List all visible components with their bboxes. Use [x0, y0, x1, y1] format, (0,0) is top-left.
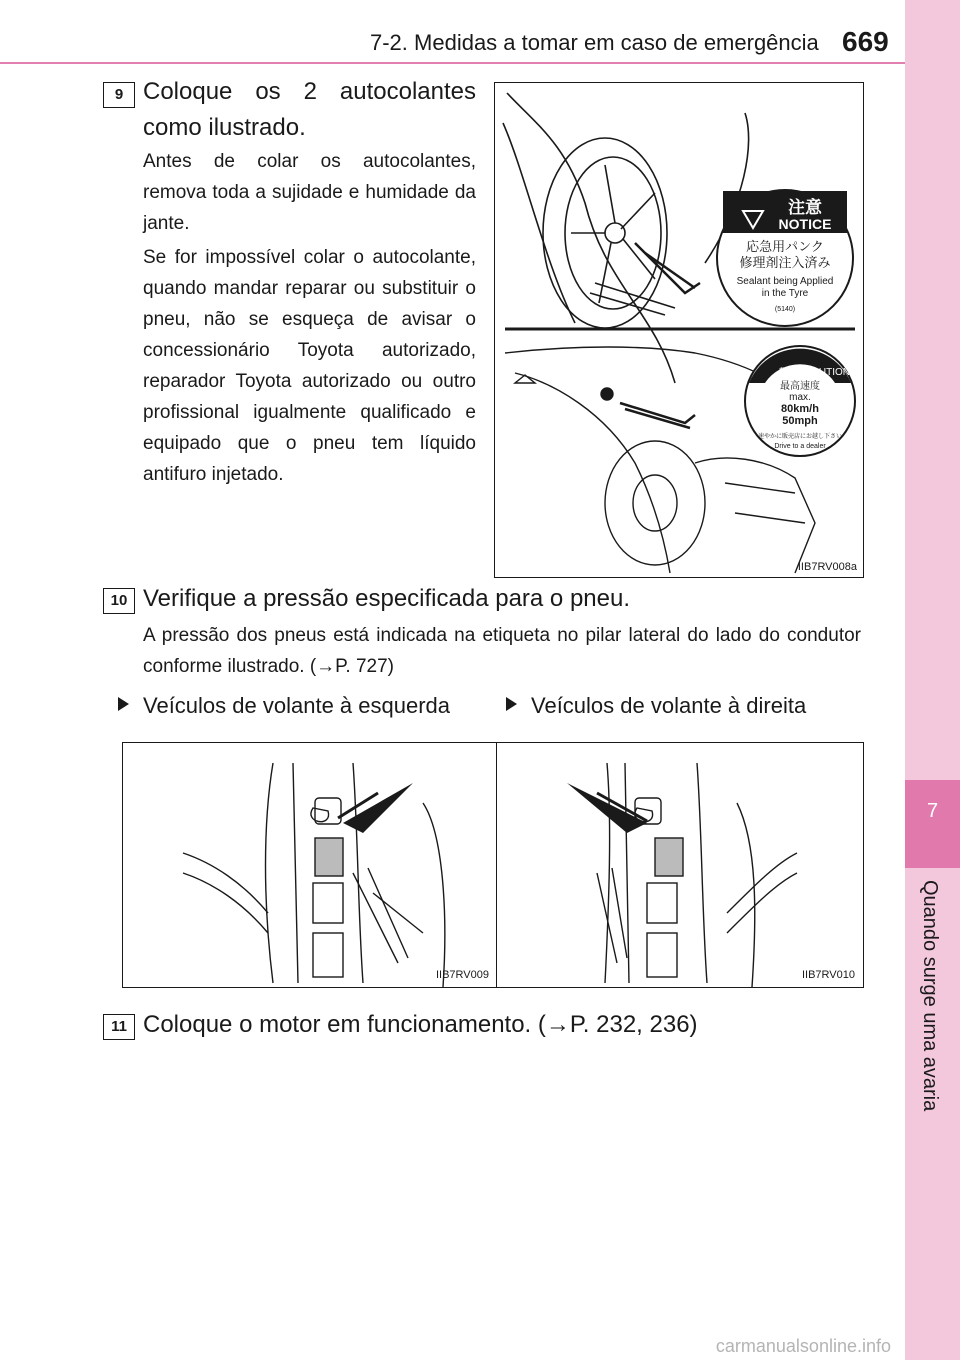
step-9-title: Coloque os 2 autocolantes como ilustrado.: [143, 78, 476, 141]
caution-kmh: 80km/h: [781, 403, 819, 415]
side-chapter-box: [905, 780, 960, 868]
notice-en-line1: Sealant being Applied: [736, 276, 834, 287]
caution-sticker: [745, 346, 855, 456]
pillar-label-right-illustration: [497, 743, 863, 987]
triangle-bullet-icon: [506, 697, 517, 711]
notice-code: (5140): [774, 306, 796, 313]
right-figure-code: IIB7RV010: [801, 969, 855, 981]
step-10-para-1: A pressão dos pneus está indicada na etiqueta no pilar lateral do lado do condutor conforme ilustrado. (→P. 727): [143, 625, 861, 677]
watermark: carmanualsonline.info: [715, 1336, 891, 1356]
notice-jp-line2: 修理剤注入済み: [739, 255, 831, 270]
notice-jp-header: 注意: [788, 198, 822, 217]
step-9-figure-code: IIB7RV008a: [797, 561, 857, 573]
caution-en-header: CAUTION: [805, 367, 850, 378]
right-drive-figure: [496, 742, 864, 988]
left-hand-drive-heading: [118, 693, 450, 719]
notice-en-header: NOTICE: [778, 216, 832, 232]
left-figure-code: IIB7RV009: [435, 969, 489, 981]
step-11-title: Coloque o motor em funcionamento. (→P. 232, 236): [143, 1011, 698, 1038]
caution-max: max.: [789, 392, 811, 403]
sticker-placement-illustration: [495, 83, 863, 577]
side-chapter-number: 7: [926, 800, 939, 822]
notice-en-line2: in the Tyre: [761, 288, 809, 299]
header-rule: [0, 62, 905, 64]
left-drive-figure: [122, 742, 498, 988]
triangle-bullet-icon: [118, 697, 129, 711]
right-hand-drive-heading: [506, 693, 806, 719]
pillar-label-left-illustration: [123, 743, 497, 987]
caution-jp-header: 警告: [779, 368, 801, 380]
caution-jp-speed: 最高速度: [780, 381, 820, 392]
step-10-badge: 10: [103, 588, 135, 614]
section-title: 7-2. Medidas a tomar em caso de emergência: [370, 30, 819, 55]
step-11-badge: 11: [103, 1014, 135, 1040]
step-10-title: Verifique a pressão especificada para o pneu.: [143, 585, 630, 612]
left-hand-drive-label: Veículos de volante à esquerda: [143, 693, 451, 718]
caution-en-dealer: Drive to a dealer: [774, 443, 826, 450]
side-chapter-label: Quando surge uma avaria: [919, 880, 941, 1112]
step-9-para-2: Se for impossível colar o autocolante, quando mandar reparar ou substituir o pneu, não se esqueça de avisar o concessionário Toyota autorizado, reparador Toyota autorizado ou outro profissional igualmente qualificado e equipado que o pneu tem líquido antifuro injetado.: [143, 247, 476, 485]
page-number: 669: [842, 26, 889, 57]
right-hand-drive-label: Veículos de volante à direita: [531, 693, 807, 718]
notice-sticker: [717, 190, 853, 326]
caution-mph: 50mph: [782, 415, 818, 427]
side-tab: [905, 0, 960, 1360]
notice-jp-line1: 応急用パンク: [746, 239, 824, 254]
step-9-badge: 9: [103, 82, 135, 108]
step-9-figure: [494, 82, 864, 578]
step-9-para-1: Antes de colar os autocolantes, remova toda a sujidade e humidade da jante.: [143, 151, 476, 234]
caution-jp-dealer: 速やかに販売店にお越し下さい: [757, 434, 843, 440]
